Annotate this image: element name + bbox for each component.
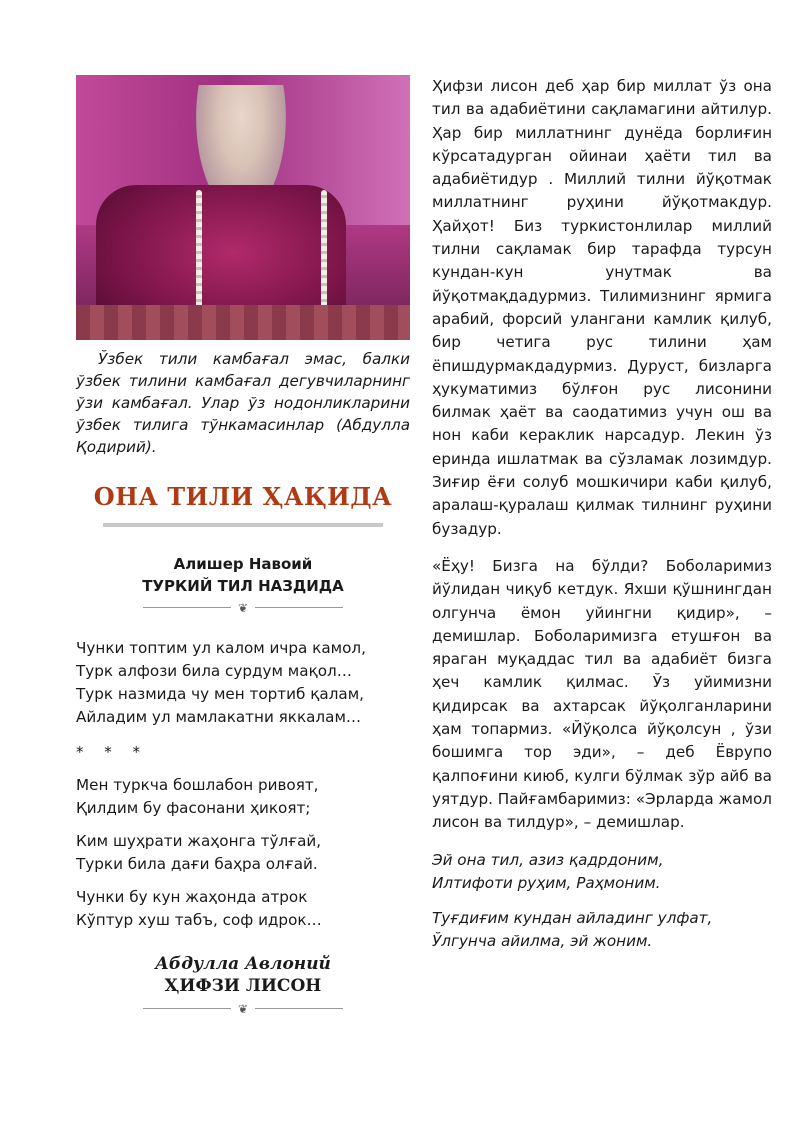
essay-paragraph: Ҳифзи лисон деб ҳар бир миллат ўз она тил ва адабиётини сақламагини айтилур. Ҳар бир миллатнинг дунёда борлиғин кўрсатадурган ойинаи ҳаёти тил ва адабиётидур . Миллий тилни йўқотмак миллатнинг руҳини йўқотмакдур. Ҳайҳот! Биз туркистонлилар миллий тилни сақламак бир тарафда турсун кундан-кун унутмак ва йўқотмақдадурмиз. Тилимизнинг ярмига арабий, форсий улангани камлик қилуб, бир четига рус тилини ҳам ёпишдурмакдадурмиз. Дуруст, бизларга ҳукуматимиз бўлғон рус лисонини билмак ҳаёт ва саодатимиз учун ош ва нон каби кераклик нарсадур. Лекин ўз ериндa ишлатмак ва сўзламак лозимдур. Зиғир ёғи солуб мошкичири каби қилуб, аралаш-қуралаш қилмак тилнинг руҳини бузадур. <box>432 77 772 538</box>
photo <box>76 75 410 340</box>
verse-line: Турк назмида чу мен тортиб қалам, <box>76 685 364 703</box>
poem-body <box>76 637 410 932</box>
verse-line: Чунки топтим ул калом ичра камол, <box>76 639 366 657</box>
ornament-icon: ❦ <box>237 601 249 615</box>
verse-line: Ўлгунча айилма, эй жоним. <box>432 931 653 950</box>
left-column <box>76 75 410 1016</box>
verse-line: Турк алфози била сурдум мақол… <box>76 662 352 680</box>
essay-paragraph: «Ёҳу! Бизга на бўлди? Боболаримиз йўлидан чиқуб кетдук. Яхши қўшнингдан олгунча ёмон уйингни қидир», – демишлар. Боболаримизга етушғон ва яраган муқаддас тил ва адабиёт бизга ҳеч камлик қилмас. Ўз уйимизни қидирсак ва ахтарсак йўқолганларини ҳам топармиз. «Йўқолса йўқолсун , ўзи бошимга тор эди», – деб Ёврупо қалпоғини киюб, кулги бўлмак зўр айб ва уятдур. Пайғамбаримиз: «Эрларда жамол лисон ва тилдур», – демишлар. <box>432 556 772 832</box>
title-divider <box>103 523 383 527</box>
verse-line: Турки била дағи баҳра олғай. <box>76 855 318 873</box>
verse-line: Кўптур хуш табъ, соф идрок… <box>76 911 322 929</box>
essay-author: Абдулла Авлоний <box>155 954 331 974</box>
ornament-divider <box>143 1002 343 1016</box>
ornament-divider <box>143 601 343 615</box>
poem-author: Алишер Навоий <box>173 555 313 573</box>
verse-line: Айладим ул мамлакатни яккалам… <box>76 708 362 726</box>
right-column <box>432 75 772 965</box>
verse-line: Ким шуҳрати жаҳонга тўлғай, <box>76 832 322 850</box>
ornament-icon: ❦ <box>237 1002 249 1016</box>
closing-verse <box>432 907 772 953</box>
page-title: ОНА ТИЛИ ҲАҚИДА <box>93 482 393 511</box>
verse-line: Қилдим бу фасонани ҳикоят; <box>76 799 311 817</box>
essay-title: ҲИФЗИ ЛИСОН <box>164 976 322 996</box>
poem-title: ТУРКИЙ ТИЛ НАЗДИДА <box>142 577 344 595</box>
verse-line: Чунки бу кун жаҳонда атрок <box>76 888 308 906</box>
stanza-separator: * * * <box>76 743 149 761</box>
verse-line: Илтифоти руҳим, Раҳмоним. <box>432 873 661 892</box>
verse-line: Эй она тил, азиз қадрдоним, <box>432 850 664 869</box>
closing-verse <box>432 849 772 895</box>
verse-line: Мен туркча бошлабон ривоят, <box>76 776 319 794</box>
photo-caption: Ўзбек тили камбағал эмас, балки ўзбек тилини камбағал дегувчиларнинг ўзи камбағал. Улар ўз нодонликларини ўзбек тилига тўнкамасинлар (Абдулла Қодирий). <box>76 350 410 456</box>
verse-line: Туғдиғим кундан айладинг улфат, <box>432 908 713 927</box>
